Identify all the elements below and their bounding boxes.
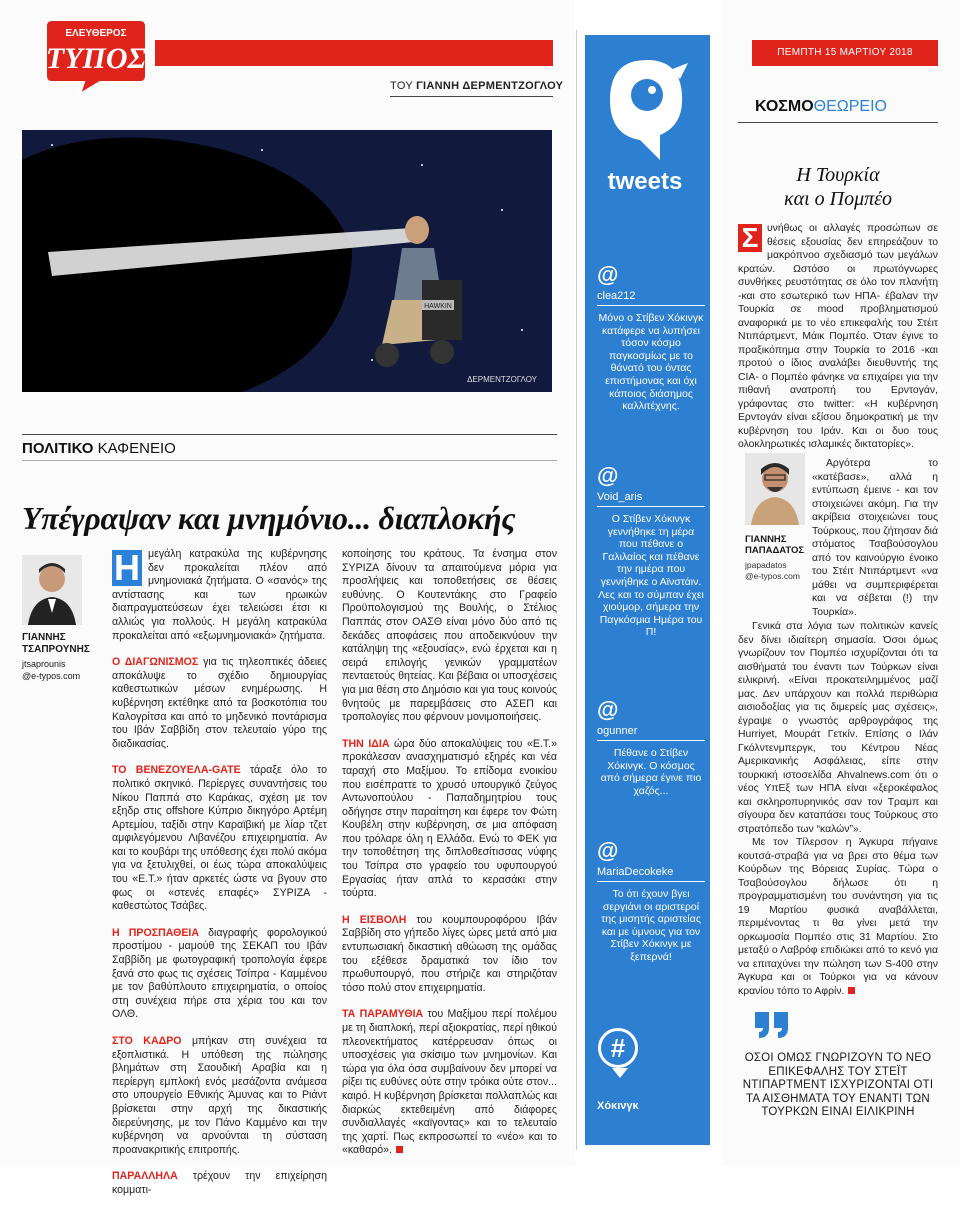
tweet-1: [597, 262, 705, 413]
right-article-top: [738, 222, 938, 452]
columnist-meta: [745, 560, 800, 582]
tweet-4: [597, 838, 705, 964]
columnist-handle-2: @e-typos.com: [745, 571, 800, 581]
tweet-3-handle: ogunner: [597, 725, 705, 741]
right-headline-line1: Η Τουρκία: [796, 164, 880, 186]
byline-author: ΓΙΑΝΝΗ ΔΕΡΜΕΝΤΖΟΓΛΟΥ: [416, 80, 564, 92]
end-mark-icon: [396, 1146, 403, 1153]
section-light: ΚΑΦΕΝΕΙΟ: [97, 440, 176, 457]
tweet-2-handle: Void_aris: [597, 491, 705, 507]
newspaper-logo: [40, 18, 152, 96]
author-photo: [22, 555, 82, 625]
paragraph-b2-text: ώρα δύο αποκαλύψεις του «Ε.Τ.» προκάλεσαν ανασχηματισμό εξηρές και νέα ταραχή στο Μαξίμου. Το επίδομα ενοικίου που εισέπραττε το χρυσό υπουργικό ζεύγος Αντωνοπούλου - Παπαδημητρίου τους οδήγησε στην παραίτηση και έφερε τον Φώτη Κουβέλη στην κυβέρνηση, σε μια απόφαση που τρόλαρε όλη η Ελλάδα. Ενώ το ΦΕΚ για την τοποθέτηση της διπλοθεσίτισσας νύφης του Τσίπρα στο γραφείο του υφυπουργού Εργασίας ήταν απλά το κερασάκι στην τούρτα.: [342, 737, 557, 900]
headline: Υπέγραψαν και μνημόνιο... διαπλοκής: [22, 500, 516, 536]
right-paragraph-2: Αργότερα το «κατέβασε», αλλά η εντύπωση έμεινε - και τον στοιχειώνει ακόμη. Για την ακρίβεια στοιχειώνει τους Τούρκους, που ζήτησαν διά στόματος Τσαβούσογλου από τον καινούργιο ένοικο του Στέιτ Ντιπάρτμεντ «να μάθει να συμπεριφέρεται και να σέβεται (!) την Τουρκία».: [812, 458, 938, 618]
columnist-photo: [745, 453, 805, 525]
tweet-2-text: Ο Στίβεν Χόκινγκ γεννήθηκε τη μέρα που πέθανε ο Γαλιλαίος και πέθανε την ημέρα που γεννήθηκε ο Αϊνστάιν. Λες και το σύμπαν έχει χιούμορ, σήμερα την Παγκόσμια Ημέρα του Π!: [598, 513, 704, 639]
article-column-a: [112, 548, 327, 1211]
paragraph-4-text: διαγραφής φορολογικού προστίμου - μαμούθ της ΣΕΚΑΠ του Ιβάν Σαββίδη με φωτογραφική τροπολογία έφερε ξανά στο φως τις σχέσεις Τσίπρα - Καμμένου με τον βαθύπλουτο επιχειρηματία, ο οποίος στη συνέχεια πήρε στα χέρια του και τον ΟΛΘ.: [112, 926, 327, 1021]
paragraph-3-text: τάραξε όλο το πολιτικό σκηνικό. Περίεργες συναντήσεις του Νίκου Παππά στο Καράκας, σχέση με τον εξηδρ στις offshore Κύπριο δικηγόρο Αρτέμη Αρτεμίου, ταξίδι στην Καραϊβική με λίαρ τζετ αμφιλεγόμενου Λιβανέζου επιχειρηματία. Αν και το κουβάρι της υπόθεσης έχει πολύ ακόμα για να ξετυλιχθεί, οι έως τώρα αποκαλύψεις του «Ε.Τ.» ήταν αρκετές ώστε να βγουν στο φως οι «στενές επαφές» ΣΥΡΙΖΑ - καθεστώτος Τσάβες.: [112, 764, 327, 913]
section-kosmo-light: ΘΕΩΡΕΙΟ: [813, 98, 887, 115]
right-article-mid: [812, 457, 938, 619]
kw-4: Η ΠΡΟΣΠΑΘΕΙΑ: [112, 926, 200, 939]
paragraph-b3: [342, 914, 557, 996]
tweet-1-handle: clea212: [597, 290, 705, 306]
pull-quote: ΟΣΟΙ ΟΜΩΣ ΓΝΩΡΙΖΟΥΝ ΤΟ ΝΕΟ ΕΠΙΚΕΦΑΛΗΣ ΤΟΥ ΣΤΕΪΤ ΝΤΙΠΑΡΤΜΕΝΤ ΙΣΧΥΡΙΖΟΝΤΑΙ ΟΤΙ ΤΑ ΑΙΣΘΗΜΑΤΑ ΤΟΥ ΕΝΑΝΤΙ ΤΩΝ ΤΟΥΡΚΩΝ ΕΙΝΑΙ ΕΙΛΙΚΡΙΝΗ: [742, 1052, 934, 1119]
paragraph-4: [112, 927, 327, 1022]
article-column-b: [342, 548, 557, 1171]
at-icon: @: [597, 697, 619, 722]
tweet-4-text: Το ότι έχουν βγει σεργιάνι οι αριστεροί της μισητής αριστείας και με ύμνους για τον Στίβεν Χόκινγκ με ξεπερνά!: [601, 888, 701, 963]
editorial-cartoon: [22, 130, 552, 392]
paragraph-2-text: για τις τηλεοπτικές άδειες αποκάλυψε το σχέδιο δημιουργίας καθεστωτικών μέσων ενημέρωσης. Η κυβέρνηση εκτέθηκε από τα βοσκοτόπια του Καλογρίτσα και από το μηδενικό ποντάρισμα του Ιβάν Σαββίδη στον τελευταίο γύρο της διαδικασίας.: [112, 656, 327, 750]
right-paragraph-4-text: Με τον Τίλερσον η Άγκυρα πήγαινε κουτσά-στραβά για να βρει στο θέμα των Κούρδων της Βόρειας Συρίας. Τώρα ο Τσαβούσογλου δήλωσε ότι η προγραμματισμένη του συνάντηση για τις 19 Μαρτίου φυσικά αναβάλλεται, περιμένοντας τι θα γίνει μετά την ορκωμοσία Πομπέο στις 31 Μαρτίου. Στο μεταξύ ο Λαβρόφ επιδιώκει από το κενό για να επιταχύνει την πώληση των S-400 στην Άγκυρα και οι Τούρκοι για να κάνουν κρανίου τόπο το Αφρίν.: [738, 837, 938, 997]
right-drop-cap: Σ: [738, 224, 762, 252]
right-headline: [738, 163, 938, 211]
kw-b4: ΤΑ ΠΑΡΑΜΥΘΙΑ: [342, 1008, 424, 1021]
tweet-4-handle: MariaDecokeke: [597, 866, 705, 882]
kw-b2: ΤΗΝ ΙΔΙΑ: [342, 737, 390, 750]
right-paragraph-4: [738, 836, 938, 998]
kw-5: ΣΤΟ ΚΑΔΡΟ: [112, 1035, 182, 1047]
tweets-title: tweets: [607, 168, 683, 195]
quote-icon: [753, 1010, 791, 1040]
at-icon: @: [597, 838, 619, 863]
paragraph-6: [112, 1170, 327, 1197]
paragraph-2: [112, 656, 327, 751]
paragraph-6-text: τρέχουν την επιχείρηση κομματι-: [112, 1170, 327, 1196]
tweet-2: [597, 463, 705, 639]
section-tag: [22, 440, 176, 457]
author-name-line1: ΓΙΑΝΝΗΣ: [22, 632, 66, 643]
section-bold: ΠΟΛΙΤΙΚΟ: [22, 440, 94, 457]
paragraph-3: [112, 764, 327, 914]
column-divider: [576, 30, 577, 1150]
columnist-name-line1: ΓΙΑΝΝΗΣ: [745, 534, 787, 545]
kw-b3: Η ΕΙΣΒΟΛΗ: [342, 913, 407, 926]
tweet-1-text: Μόνο ο Στίβεν Χόκινγκ κατάφερε να λυπήσει τόσον κόσμο παγκοσμίως με το θάνατό του όντας επιστήμονας και όχι κάποιος διάσημος καλλιτέχνης.: [598, 312, 704, 413]
paragraph-b1: κοποίησης του κράτους. Τα ένσημα στον ΣΥΡΙΖΑ δίνουν τα απαιτούμενα μόρια για προσλήψεις και τοποθετήσεις σε θέσεις ευθύνης. Ο Κουτεντάκης στο Γραφείο Προϋπολογισμού της Βουλής, ο Στέλιος Παππάς στον ΟΑΣΘ είναι μόνο δύο από τις δεκάδες αποφάσεις που αποδεικνύουν την κατάληψη της «εξουσίας», ενώ έρχεται και η σειρά επιλογής γενικών γραμματέων πενταετούς θητείας. Και βέβαια οι υποσχέσεις για μια θέση στο Δημόσιο και για τους κοινούς θνητούς με παρεμβάσεις στο ΑΣΕΠ και τροπολογίες που φέρνουν μονιμοποιήσεις.: [342, 548, 557, 724]
right-section-rule: [738, 122, 938, 123]
author-handle-2: @e-typos.com: [22, 671, 81, 681]
right-headline-line2: και ο Πομπέο: [783, 188, 893, 210]
section-kosmo-bold: ΚΟΣΜΟ: [755, 98, 814, 115]
section-rule: [22, 460, 557, 461]
at-icon: @: [597, 463, 619, 488]
tweets-bird-icon: [600, 55, 695, 165]
paragraph-b3-text: του κουμπουροφόρου Ιβάν Σαββίδη στο γήπεδο λίγες ώρες μετά από μια εντυπωσιακή δικαστική αθώωση της ομάδας του εξέθεσε δραματικά τον ίδιο τον πρωθυπουργό, που στήριζε και στηριζόταν τόσο πολύ στον επιχειρηματία.: [342, 913, 557, 994]
cartoon-signature: ΔΕΡΜΕΝΤΖΟΓΛΟΥ: [467, 375, 537, 384]
paragraph-5-text: μπήκαν στη συνέχεια τα εξοπλιστικά. Η υπόθεση της πώλησης βλημάτων στη Σαουδική Αραβία και η περίεργη εμπλοκή ενός μεσάζοντα ανάμεσα στο υπουργείο Εθνικής Άμυνας και το Ριάντ βρίσκεται στην αρχή της δικαστικής διερεύνησης, με τον Πάνο Καμμένο και την κυβέρνηση να αρνούνται τη σύσταση προανακριτικής επιτροπής.: [112, 1035, 327, 1156]
right-article-bottom: [738, 620, 938, 998]
kw-3: ΤΟ ΒΕΝΕΖΟΥΕΛΑ-GATE: [112, 764, 241, 777]
tweet-3-text: Πέθανε ο Στίβεν Χόκινγκ. Ο κόσμος από σήμερα έγινε πιο χαζός...: [600, 747, 702, 797]
section-kosmotheoreio: [755, 98, 887, 116]
drop-cap: Η: [114, 547, 140, 588]
hashtag-pointer: [612, 1068, 628, 1078]
right-paragraph-1: [738, 222, 938, 452]
kw-6: ΠΑΡΑΛΛΗΛΑ: [112, 1170, 178, 1183]
right-paragraph-1-text: υνήθως οι αλλαγές προσώπων σε θέσεις εξουσίας δεν επηρεάζουν το μακρόπνοο σχεδιασμό των μεγάλων κρατών. Ωστόσο οι πρωτόγνωρες συνθήκες ρευστότητας σε όλο τον πλανήτη -και στο εσωτερικό των ΗΠΑ- έβαλαν την Τουρκία σε mood προβληματισμού αναφορικά με το νέο επικεφαλής του Στέιτ Ντιπάρτμεντ, Μάικ Πομπέο. Όταν έγινε το πραξικόπημα στην Τουρκία το 2016 -και προτού ο ίδιος αναλάβει διευθυντής της CIA- ο Πομπέο φάνηκε να επιχαίρει για την πιθανή ανατροπή του Ερντογάν, γράφοντας στο twitter: «Η κυβέρνηση Ερντογάν είναι εξίσου δημοκρατική με την κυβέρνηση του Ιράν. Και οι δυο τους ολοκληρωτικές ισλαμικές δικτατορίες».: [738, 223, 938, 450]
paragraph-b2: [342, 738, 557, 901]
logo-main-text: ΤΥΠΟΣ: [45, 42, 147, 75]
columnist-name: [745, 534, 805, 556]
author-meta: [22, 658, 80, 682]
columnist-handle-1: jpapadatos: [745, 560, 787, 570]
author-handle-1: jtsaprounis: [22, 659, 66, 669]
right-paragraph-3: Γενικά στα λόγια των πολιτικών κανείς δεν δίνει ιδιαίτερη σημασία. Όσοι όμως γνωρίζουν τον Πομπέο ισχυρίζονται ότι τα αισθήματά του έναντι των Τούρκων είναι ειλικρινή. «Είναι προκατειλημμένος μαζί μας. Δεν υπάρχουν και πολλά περιθώρια αισιοδοξίας για τις διμερείς μας σχέσεις», έγραψε ο γνωστός αρθρογράφος της Hurriyet, Μουράτ Γετκίν. Επίσης ο Ιλάν Γκόλντενμπεργκ, του Κέντρου Νέας Αμερικανικής Ασφάλειας, είπε στην τουρκική ιστοσελίδα Ahvalnews.com ότι ο νέος ΥπΕξ των ΗΠΑ είναι «ξεροκέφαλος και σκληροπυρηνικός σαν τον Τραμπ και σίγουρα δεν καταπάσει τους Τούρκους στο στρατόπεδο των “καλών”».: [738, 621, 938, 835]
paragraph-1: [112, 548, 327, 643]
logo-top-text: ΕΛΕΥΘΕΡΟΣ: [65, 28, 127, 39]
paragraph-5: [112, 1035, 327, 1157]
section-rule-top: [22, 434, 557, 435]
paragraph-b4-text: του Μαξίμου περί πολέμου με τη διαπλοκή, περί αξιοκρατίας, περί ηθικού πλεονεκτήματος κατέρρευσαν όπως οι υποσχέσεις για σκίσιμο των μνημονίων. Και τώρα για όλα όσα συμβαίνουν δεν μπορεί να ρίξει τις ευθύνες ούτε στην τρόικα ούτε στον... καιρό. Η κυβέρνηση βρίσκεται πολλαπλώς και διαρκώς εκτεθειμένη από διάφορες συνδιαλλαγές «καϊγοντας» και το τελευταίο της χαρτί. Πως εκπροσωπεί το «νέο» και το «καθαρό».: [342, 1008, 557, 1157]
byline: [390, 80, 563, 92]
author-name-line2: ΤΣΑΠΡΟΥΝΗΣ: [22, 644, 90, 655]
header-red-bar: [155, 40, 553, 66]
author-name: [22, 632, 90, 656]
date-bar: ΠΕΜΠΤΗ 15 ΜΑΡΤΙΟΥ 2018: [752, 40, 938, 66]
right-end-mark-icon: [848, 987, 855, 994]
chair-label: HAWKIN: [424, 303, 452, 310]
tweet-3: [597, 697, 705, 797]
hashtag-icon: #: [598, 1028, 638, 1068]
at-icon: @: [597, 262, 619, 287]
kw-2: Ο ΔΙΑΓΩΝΙΣΜΟΣ: [112, 656, 199, 669]
tweets-footer: Χόκινγκ: [597, 1100, 639, 1112]
columnist-name-line2: ΠΑΠΑΔΑΤΟΣ: [745, 545, 805, 556]
byline-rule: [390, 96, 553, 97]
paragraph-b4: [342, 1008, 557, 1158]
paragraph-1-text: μεγάλη κατρακύλα της κυβέρνησης δεν προκαλείται πλέον από μνημονιακά ζητήματα. Ο «σανός» της αντίστασης και των ηρωικών διαπραγματεύσεων έχει τελειώσει έτσι κι αλλιώς για πολλούς. Η μεγάλη κατρακύλα προκαλείται από «εξωμνημονιακά» ζητήματα.: [112, 548, 327, 642]
byline-prefix: ΤΟΥ: [390, 80, 413, 92]
